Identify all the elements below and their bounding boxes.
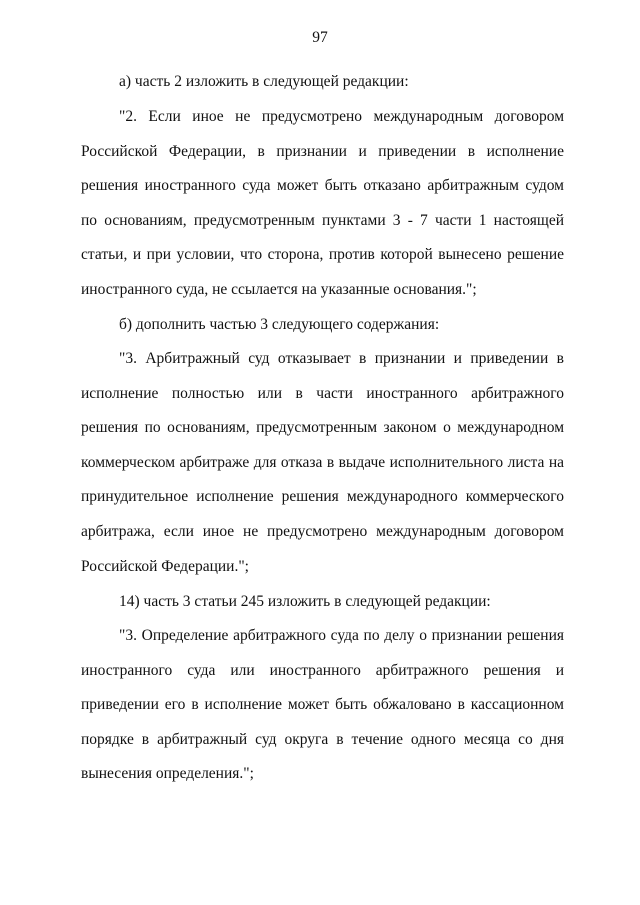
paragraph-amendment-b: б) дополнить частью 3 следующего содержания: [119, 316, 440, 333]
paragraph-part-2-text: "2. Если иное не предусмотрено международным договором Российской Федерации, в признании и приведении в исполнение решения иностранного суда может быть отказано арбитражным судом по основаниям, предусмотренным пунктами 3 - 7 части 1 настоящей статьи, и при условии, что сторона, против которой вынесено решение иностранного суда, не ссылается на указанные основания."; [81, 108, 564, 298]
paragraph-article-245-text: "3. Определение арбитражного суда по делу о признании решения иностранного суда или иностранного арбитражного решения и приведении его в исполнение может быть обжаловано в кассационном порядке в арбитражный суд округа в течение одного месяца со дня вынесения определения."; [81, 627, 564, 783]
paragraph-item-14: 14) часть 3 статьи 245 изложить в следующей редакции: [119, 593, 491, 610]
paragraph-amendment-a: а) часть 2 изложить в следующей редакции: [119, 73, 409, 90]
paragraph-part-3-text: "3. Арбитражный суд отказывает в признании и приведении в исполнение полностью или в части иностранного арбитражного решения по основаниям, предусмотренным законом о международном коммерческом арбитраже для отказа в выдаче исполнительного листа на принудительное исполнение решения международного коммерческого арбитража, если иное не предусмотрено международным договором Российской Федерации."; [81, 350, 564, 575]
page-number: 97 [312, 29, 328, 46]
